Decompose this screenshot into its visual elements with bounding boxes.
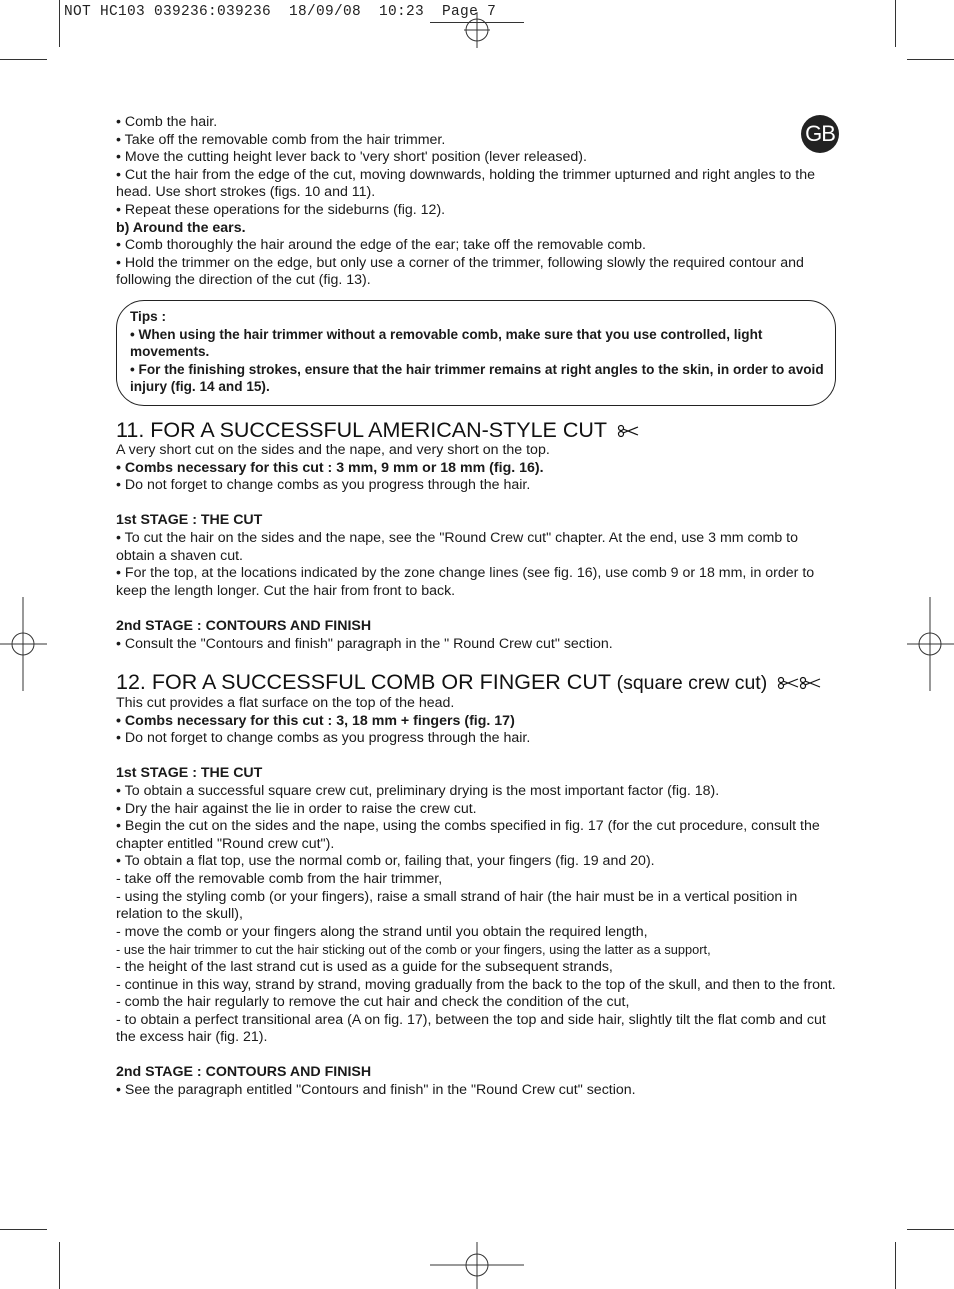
section-12-line: • Do not forget to change combs as you progress through the hair. — [116, 730, 531, 747]
registration-mark-right — [907, 597, 954, 691]
section-11-stage2-line: • Consult the "Contours and finish" paragraph in the " Round Crew cut" section. — [116, 635, 613, 652]
trim-mark-tr-h — [907, 59, 954, 60]
scissors-icon — [617, 424, 639, 438]
scissors-icon — [777, 676, 799, 690]
registration-mark-left — [0, 597, 47, 691]
section-12-stage1-line: • Dry the hair against the lie in order to raise the crew cut. — [116, 800, 477, 817]
section-11-title — [116, 418, 838, 442]
section-11-combs: • Combs necessary for this cut : 3 mm, 9 mm or 18 mm (fig. 16). — [116, 459, 544, 476]
tips-content — [130, 308, 836, 396]
trim-mark-bl-v — [59, 1242, 60, 1289]
trim-mark-tl-h — [0, 59, 47, 60]
section-12-stage2-title: 2nd STAGE : CONTOURS AND FINISH — [116, 1064, 372, 1081]
subheading-around-ears: b) Around the ears. — [116, 219, 246, 236]
section-12 — [116, 670, 838, 1100]
section-12-stage1-step: - comb the hair regularly to remove the cut hair and check the condition of the cut, — [116, 994, 630, 1011]
instruction-line: • Cut the hair from the edge of the cut, moving downwards, holding the trimmer upturned and right angles to the head. Use short strokes (figs. 10 and 11). — [116, 166, 815, 201]
section-12-stage1-step: - continue in this way, strand by strand, moving gradually from the back to the top of the skull, and then to the front. — [116, 976, 836, 993]
section-12-stage1-line: • Begin the cut on the sides and the nape, using the combs specified in fig. 17 (for the cut procedure, consult the chapter entitled "Round crew cut"). — [116, 818, 820, 852]
section-12-combs: • Combs necessary for this cut : 3, 18 mm + fingers (fig. 17) — [116, 712, 515, 729]
section-11-stage1-line: • For the top, at the locations indicated by the zone change lines (see fig. 16), use comb 9 or 18 mm, in order to keep the length longer. Cut the hair from front to back. — [116, 565, 815, 599]
section-12-stage1-step: - take off the removable comb from the hair trimmer, — [116, 870, 443, 887]
print-slug: NOT HC103 039236:039236 18/09/08 10:23 Page 7 — [64, 4, 497, 20]
section-12-stage1-step: - move the comb or your fingers along the strand until you obtain the required length, — [116, 923, 648, 940]
section-11-title-text: 11. FOR A SUCCESSFUL AMERICAN-STYLE CUT — [116, 418, 607, 442]
trim-mark-br-h — [907, 1229, 954, 1230]
tips-title: Tips : — [130, 309, 167, 324]
instruction-line: • Move the cutting height lever back to 'very short' position (lever released). — [116, 149, 587, 166]
section-12-title-text: 12. FOR A SUCCESSFUL COMB OR FINGER CUT — [116, 670, 611, 694]
instruction-line: • Comb the hair. — [116, 114, 218, 130]
section-12-stage1-step: - use the hair trimmer to cut the hair sticking out of the comb or your fingers, using the latter as a support, — [116, 942, 711, 958]
trim-mark-br-v — [895, 1242, 896, 1289]
section-12-stage1-step: - the height of the last strand cut is used as a guide for the subsequent strands, — [116, 958, 613, 975]
section-11-line: A very short cut on the sides and the nape, and very short on the top. — [116, 442, 550, 458]
tip-item: • When using the hair trimmer without a removable comb, make sure that you use controlled, light movements. — [130, 326, 763, 360]
tip-item: • For the finishing strokes, ensure that the hair trimmer remains at right angles to the skin, in order to avoid injury (fig. 14 and 15). — [130, 361, 824, 395]
scissors-icon — [799, 676, 821, 690]
language-badge: GB — [801, 115, 839, 153]
section-11-stage1-line: • To cut the hair on the sides and the nape, see the "Round Crew cut" chapter. At the end, use 3 mm comb to obtain a shaven cut. — [116, 529, 798, 564]
section-11-line: • Do not forget to change combs as you progress through the hair. — [116, 477, 531, 494]
section-12-stage1-step: - to obtain a perfect transitional area (A on fig. 17), between the top and side hair, slightly tilt the flat comb and cut the excess hair (fig. 21). — [116, 1011, 826, 1046]
section-12-stage1-line: • To obtain a flat top, use the normal comb or, failing that, your fingers (fig. 19 and 20). — [116, 853, 655, 870]
section-12-title-suffix: (square crew cut) — [616, 672, 768, 694]
section-12-title — [116, 670, 838, 695]
section-12-stage1-step: - using the styling comb (or your fingers), raise a small strand of hair (the hair must be in a vertical position in relation to the skull), — [116, 888, 798, 923]
registration-mark-top — [464, 12, 490, 48]
section-11 — [116, 418, 838, 653]
trim-mark-tr-v — [895, 0, 896, 47]
section-12-stage2-line: • See the paragraph entitled "Contours and finish" in the "Round Crew cut" section. — [116, 1082, 636, 1099]
trim-mark-bl-h — [0, 1229, 47, 1230]
instruction-line: • Comb thoroughly the hair around the edge of the ear; take off the removable comb. — [116, 237, 646, 254]
section-11-stage1-title: 1st STAGE : THE CUT — [116, 512, 263, 529]
section-12-stage1-title: 1st STAGE : THE CUT — [116, 765, 263, 782]
section-12-line: This cut provides a flat surface on the top of the head. — [116, 695, 455, 711]
instruction-line: • Repeat these operations for the sideburns (fig. 12). — [116, 201, 446, 218]
trim-mark-tl-v — [59, 0, 60, 47]
registration-mark-bottom — [430, 1242, 524, 1289]
section-12-stage1-line: • To obtain a successful square crew cut, preliminary drying is the most important factor (fig. 18). — [116, 782, 720, 799]
instruction-line: • Hold the trimmer on the edge, but only use a corner of the trimmer, following slowly the required contour and following the direction of the cut (fig. 13). — [116, 254, 804, 289]
intro-instructions — [116, 114, 838, 290]
instruction-line: • Take off the removable comb from the hair trimmer. — [116, 131, 446, 148]
section-11-stage2-title: 2nd STAGE : CONTOURS AND FINISH — [116, 617, 372, 634]
